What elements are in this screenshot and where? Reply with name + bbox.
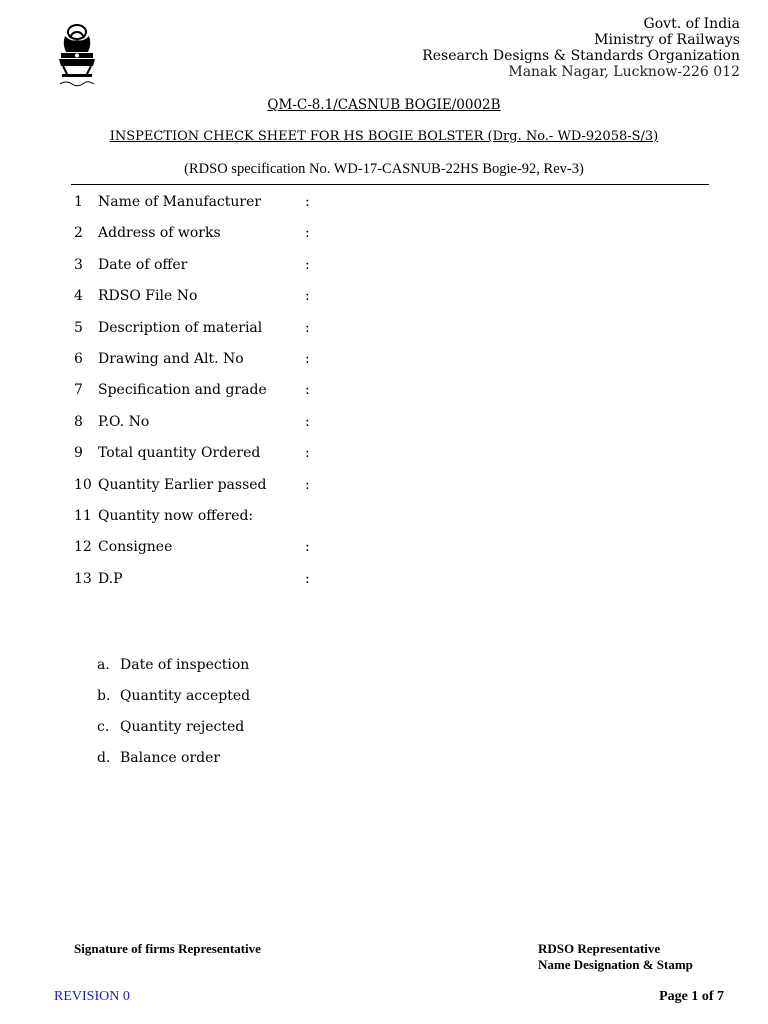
- field-row-address: [74, 222, 674, 253]
- field-colon: :: [305, 319, 310, 336]
- list-item-letter: a.: [97, 657, 110, 673]
- list-item-letter: c.: [97, 719, 110, 735]
- inspection-fields: [74, 191, 674, 599]
- field-row-total-quantity: [74, 442, 674, 473]
- field-value-specification[interactable]: [319, 382, 659, 402]
- field-value-rdso-file[interactable]: [319, 288, 659, 308]
- government-header: [422, 16, 740, 80]
- field-value-po-no[interactable]: [319, 414, 659, 434]
- field-row-earlier-passed: [74, 474, 674, 505]
- field-label: Date of offer: [98, 256, 188, 273]
- field-colon: :: [305, 256, 310, 273]
- list-item-letter: d.: [97, 750, 111, 766]
- field-number: 1: [74, 194, 83, 210]
- field-value-total-quantity[interactable]: [319, 445, 659, 465]
- field-colon: :: [305, 350, 310, 367]
- field-value-address[interactable]: [319, 225, 659, 245]
- field-label: Consignee: [98, 539, 173, 556]
- field-number: 12: [74, 539, 92, 556]
- field-number: 7: [74, 382, 83, 399]
- document-code: [0, 97, 768, 113]
- field-label: Name of Manufacturer: [98, 194, 262, 210]
- field-value-dp[interactable]: [319, 571, 659, 591]
- field-row-now-offered: [74, 505, 674, 536]
- field-number: 10: [74, 476, 92, 493]
- list-item-label: Quantity accepted: [120, 688, 251, 704]
- field-label: Total quantity Ordered: [98, 445, 261, 462]
- list-item-label: Quantity rejected: [120, 719, 245, 735]
- page-number: Page 1 of 7: [659, 989, 724, 1004]
- field-value-description[interactable]: [319, 320, 659, 340]
- national-emblem-icon: [52, 22, 102, 92]
- header-line-address: Manak Nagar, Lucknow-226 012: [508, 64, 740, 80]
- field-colon: :: [305, 539, 310, 556]
- field-number: 8: [74, 413, 83, 430]
- field-value-now-offered[interactable]: [319, 508, 659, 528]
- field-row-manufacturer: [74, 191, 674, 222]
- field-row-date-of-offer: [74, 254, 674, 285]
- field-row-drawing: [74, 348, 674, 379]
- list-item-letter: b.: [97, 688, 111, 704]
- sheet-title-text: INSPECTION CHECK SHEET FOR HS BOGIE BOLSTER (Drg. No.- WD-92058-S/3): [109, 129, 659, 144]
- specification-line: (RDSO specification No. WD-17-CASNUB-22HS Bogie-92, Rev-3): [184, 161, 584, 177]
- field-label: Drawing and Alt. No: [98, 350, 244, 367]
- field-number: 2: [74, 225, 83, 242]
- sheet-title: [0, 129, 768, 144]
- rdso-designation-label: Name Designation & Stamp: [538, 957, 693, 972]
- field-number: 4: [74, 288, 83, 305]
- field-label: Quantity Earlier passed: [98, 476, 267, 493]
- field-number: 5: [74, 319, 83, 336]
- header-line-organization: Research Designs & Standards Organization: [422, 48, 740, 64]
- header-line-ministry: Ministry of Railways: [594, 32, 740, 48]
- field-number: 9: [74, 445, 83, 462]
- field-colon: :: [305, 288, 310, 305]
- field-colon: :: [305, 225, 310, 242]
- field-number: 3: [74, 256, 83, 273]
- field-colon: :: [305, 570, 310, 587]
- field-label: Description of material: [98, 319, 263, 336]
- field-colon: :: [305, 445, 310, 462]
- list-item-label: Date of inspection: [120, 657, 250, 673]
- list-item-label: Balance order: [120, 750, 221, 766]
- firm-signature-label: Signature of firms Representative: [74, 941, 261, 956]
- field-row-description: [74, 317, 674, 348]
- field-label: D.P: [98, 570, 123, 587]
- field-value-date-of-offer[interactable]: [319, 257, 659, 277]
- revision-label: REVISION 0: [54, 989, 130, 1004]
- field-number: 6: [74, 350, 83, 367]
- field-label: P.O. No: [98, 413, 150, 430]
- field-value-consignee[interactable]: [319, 539, 659, 559]
- field-number: 11: [74, 507, 92, 524]
- field-row-specification: [74, 379, 674, 410]
- field-label: RDSO File No: [98, 288, 198, 305]
- field-value-manufacturer[interactable]: [319, 194, 659, 214]
- field-row-consignee: [74, 536, 674, 567]
- field-colon: :: [305, 194, 310, 210]
- field-colon: :: [305, 382, 310, 399]
- field-label: Quantity now offered:: [98, 507, 254, 524]
- field-row-rdso-file: [74, 285, 674, 316]
- field-label: Specification and grade: [98, 382, 267, 399]
- header-line-govt: Govt. of India: [643, 16, 740, 32]
- field-colon: :: [305, 476, 310, 493]
- field-value-earlier-passed[interactable]: [319, 477, 659, 497]
- field-number: 13: [74, 570, 92, 587]
- rdso-representative-label: RDSO Representative: [538, 941, 661, 956]
- header-divider: [71, 184, 709, 185]
- field-row-po-no: [74, 411, 674, 442]
- field-value-drawing[interactable]: [319, 351, 659, 371]
- field-row-dp: [74, 568, 674, 599]
- field-label: Address of works: [98, 225, 221, 242]
- document-code-text: QM-C-8.1/CASNUB BOGIE/0002B: [267, 97, 501, 113]
- rdso-signature-block: [538, 941, 693, 973]
- field-colon: :: [305, 413, 310, 430]
